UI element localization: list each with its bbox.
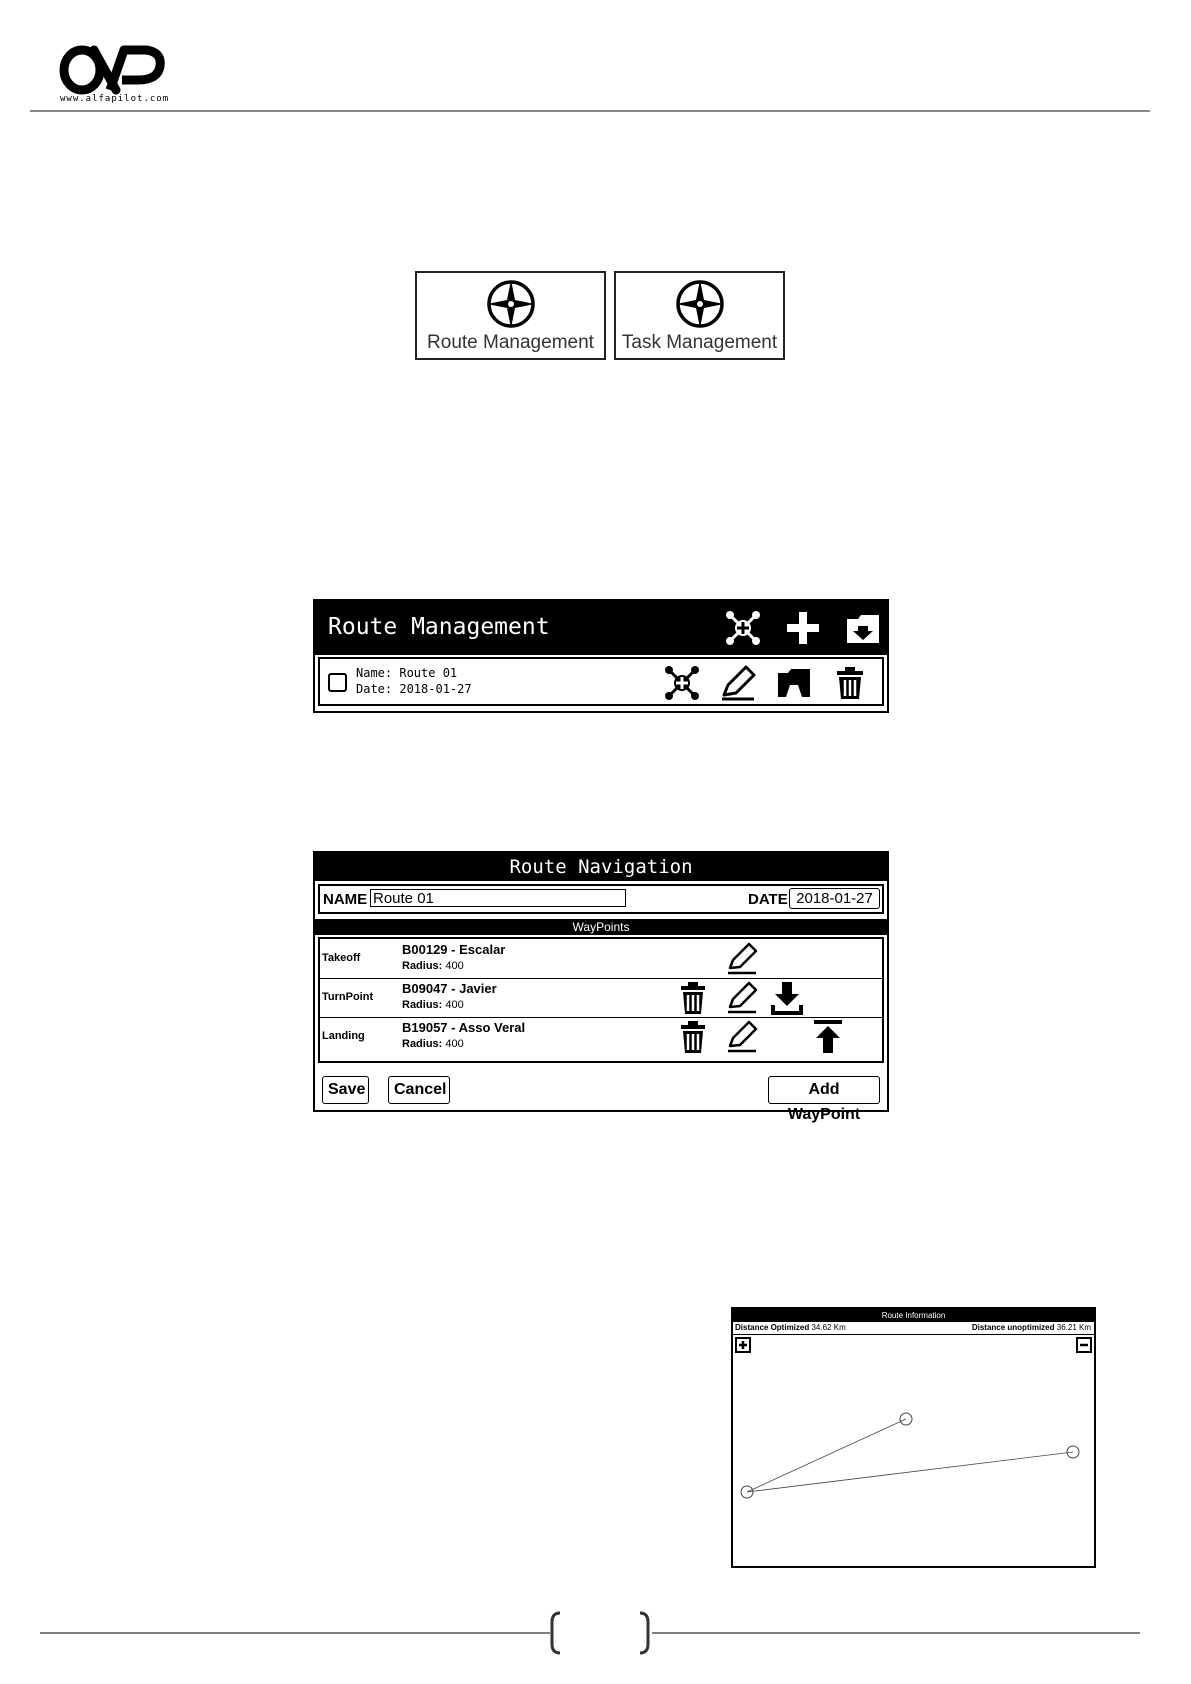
route-name-value: Route 01 bbox=[399, 666, 458, 680]
page-footer bbox=[40, 1608, 1140, 1658]
route-information-title: Route Information bbox=[733, 1309, 1094, 1322]
distance-unoptimized bbox=[972, 1323, 1091, 1332]
radius-label: Radius: bbox=[402, 999, 443, 1011]
distance-optimized bbox=[735, 1323, 846, 1332]
route-navigation-title: Route Navigation bbox=[315, 853, 887, 881]
waypoint-row[interactable] bbox=[320, 939, 882, 979]
plus-icon[interactable] bbox=[784, 609, 822, 647]
radius-label: Radius: bbox=[402, 960, 443, 972]
logo-url: www.alfapilot.com bbox=[60, 94, 170, 104]
radius-label: Radius: bbox=[402, 1038, 443, 1050]
waypoint-name: B09047 - Javier bbox=[402, 981, 497, 996]
route-list-item[interactable] bbox=[318, 657, 884, 706]
radius-value: 400 bbox=[445, 999, 464, 1011]
route-map[interactable] bbox=[733, 1335, 1094, 1566]
route-management-title: Route Management bbox=[328, 614, 550, 640]
archive-download-icon[interactable] bbox=[844, 609, 882, 647]
distance-unoptimized-label: Distance unoptimized bbox=[971, 1323, 1055, 1332]
route-management-header bbox=[315, 601, 887, 655]
waypoint-name: B19057 - Asso Veral bbox=[402, 1020, 526, 1035]
waypoint-name: B00129 - Escalar bbox=[402, 942, 506, 957]
waypoint-row[interactable] bbox=[320, 1017, 882, 1056]
save-button[interactable]: Save bbox=[322, 1076, 369, 1104]
radius-value: 400 bbox=[445, 960, 464, 972]
pencil-icon[interactable] bbox=[726, 981, 758, 1015]
route-management-label: Route Management bbox=[427, 332, 594, 353]
task-management-button[interactable] bbox=[614, 271, 785, 360]
route-management-button[interactable] bbox=[415, 271, 606, 360]
radius-value: 400 bbox=[445, 1038, 464, 1050]
trash-icon[interactable] bbox=[832, 665, 868, 701]
route-network-icon[interactable] bbox=[724, 609, 762, 647]
trash-icon[interactable] bbox=[677, 1020, 709, 1054]
route-leg-line bbox=[747, 1452, 1073, 1492]
folder-icon[interactable] bbox=[776, 665, 812, 701]
route-management-panel bbox=[313, 599, 889, 713]
date-label: DATE bbox=[748, 891, 788, 908]
upload-arrow-icon[interactable] bbox=[812, 1020, 844, 1054]
distance-optimized-label: Distance Optimized bbox=[735, 1323, 810, 1332]
compass-icon bbox=[485, 278, 537, 330]
waypoints-header: WayPoints bbox=[315, 919, 887, 935]
route-date-input[interactable]: 2018-01-27 bbox=[789, 888, 880, 909]
compass-icon bbox=[674, 278, 726, 330]
distance-unoptimized-value: 36.21 Km bbox=[1056, 1323, 1091, 1332]
pencil-icon[interactable] bbox=[726, 1020, 758, 1054]
add-waypoint-button[interactable]: Add WayPoint bbox=[768, 1076, 880, 1104]
route-information-panel bbox=[731, 1307, 1096, 1568]
route-navigation-panel bbox=[313, 851, 889, 1123]
download-arrow-icon[interactable] bbox=[771, 981, 803, 1015]
route-select-checkbox[interactable] bbox=[328, 673, 347, 692]
route-date-value: 2018-01-27 bbox=[399, 682, 472, 696]
route-name-label: Name: bbox=[356, 666, 393, 680]
pencil-icon[interactable] bbox=[726, 942, 758, 976]
task-management-label: Task Management bbox=[621, 332, 778, 353]
route-name-row bbox=[318, 884, 884, 914]
waypoint-type: Takeoff bbox=[322, 952, 361, 964]
trash-icon[interactable] bbox=[677, 981, 709, 1015]
route-leg-line bbox=[747, 1419, 906, 1492]
route-network-icon[interactable] bbox=[664, 665, 700, 701]
distance-optimized-value: 34.62 Km bbox=[811, 1323, 846, 1332]
waypoint-type: Landing bbox=[322, 1030, 365, 1042]
waypoint-row[interactable] bbox=[320, 978, 882, 1018]
name-label: NAME bbox=[323, 891, 368, 908]
pencil-icon[interactable] bbox=[720, 665, 756, 701]
waypoint-type: TurnPoint bbox=[322, 991, 374, 1003]
cancel-button[interactable]: Cancel bbox=[388, 1076, 450, 1104]
waypoints-list bbox=[318, 937, 884, 1063]
route-name-input[interactable]: Route 01 bbox=[370, 889, 626, 907]
route-date-label: Date: bbox=[356, 682, 393, 696]
header-divider bbox=[30, 110, 1150, 112]
